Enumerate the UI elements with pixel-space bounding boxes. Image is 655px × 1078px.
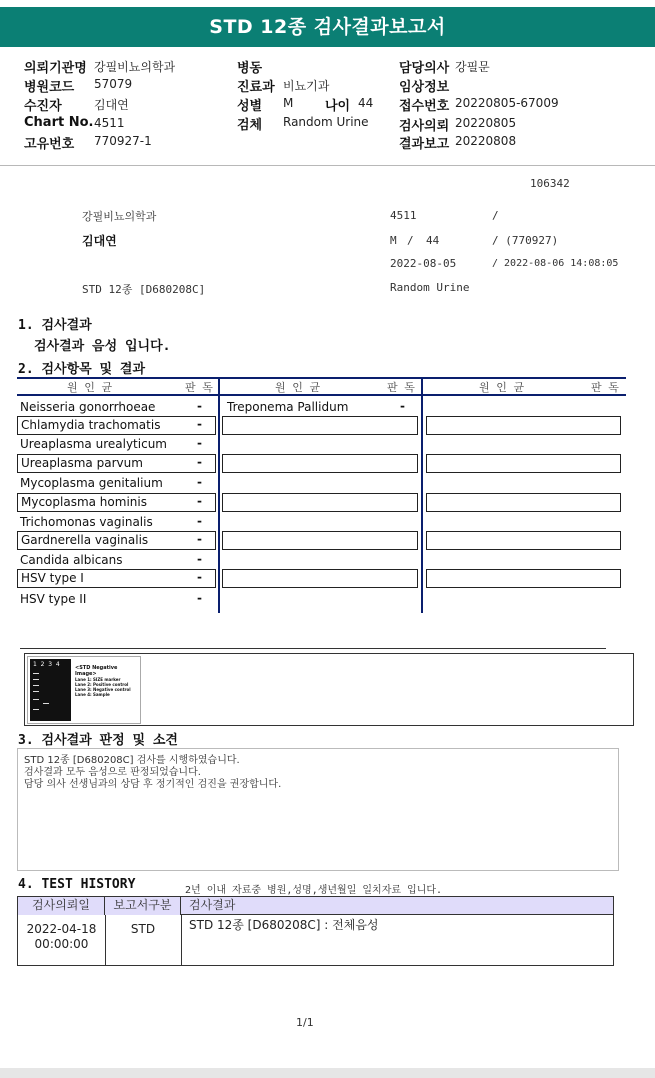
- empty-cell: [426, 493, 621, 512]
- hospital-code-label: 병원코드: [24, 80, 75, 95]
- summary-chart: 4511: [390, 209, 417, 222]
- organism-name: HSV type I: [21, 571, 84, 585]
- report-date-label: 결과보고: [399, 137, 450, 152]
- summary-date1: 2022-08-05: [390, 257, 457, 270]
- summary-age: 44: [426, 234, 440, 247]
- col3-organism-header: 원 인 균: [479, 381, 525, 394]
- gel-image: [27, 656, 141, 724]
- history-date: 2022-04-18: [26, 922, 97, 936]
- unique-no-label: 고유번호: [24, 137, 75, 152]
- organism-name: Treponema Pallidum: [227, 400, 349, 414]
- col1-result-header: 판 독: [185, 381, 213, 394]
- organism-name: Mycoplasma hominis: [21, 495, 147, 509]
- request-label: 검사의뢰: [399, 119, 450, 134]
- clinical-label: 임상정보: [399, 80, 450, 95]
- gel-lanes: [30, 659, 71, 721]
- organism-result: -: [197, 417, 202, 431]
- summary-slash: /: [492, 209, 499, 222]
- department-value: 비뇨기과: [283, 79, 330, 93]
- divider: [20, 648, 606, 649]
- organism-result: -: [197, 591, 202, 605]
- organism-name: HSV type II: [20, 592, 87, 606]
- reception-label: 접수번호: [399, 99, 450, 114]
- summary-sex: M: [390, 234, 397, 247]
- age-value: 44: [358, 96, 374, 110]
- history-time: 00:00:00: [34, 937, 89, 951]
- table-row: [17, 551, 216, 570]
- patient-label: 수진자: [24, 99, 62, 114]
- institution-label: 의뢰기관명: [24, 61, 87, 76]
- gel-band: [33, 691, 39, 692]
- gel-lane-numbers: 1 2 3 4: [33, 661, 60, 668]
- col1-organism-header: 원 인 균: [67, 381, 113, 394]
- doctor-value: 강필문: [455, 60, 490, 74]
- history-col-divider: [181, 915, 182, 965]
- table-row: [17, 513, 216, 532]
- table-row: [17, 569, 216, 588]
- summary-date2: / 2022-08-06 14:08:05: [492, 258, 619, 269]
- summary-test: STD 12종 [D680208C]: [82, 283, 206, 296]
- opinion-text: [24, 755, 281, 791]
- organism-name: Chlamydia trachomatis: [21, 418, 161, 432]
- request-value: 20220805: [455, 116, 517, 130]
- history-type: STD: [130, 922, 156, 936]
- unique-no-value: 770927-1: [94, 134, 152, 148]
- opinion-box: [17, 748, 619, 871]
- table-row: [17, 493, 216, 512]
- age-label: 나이: [325, 99, 351, 114]
- gel-band: [43, 703, 49, 704]
- empty-cell: [426, 416, 621, 435]
- gel-band: [33, 709, 39, 710]
- organism-name: Trichomonas vaginalis: [20, 515, 153, 529]
- table-row: [17, 398, 216, 417]
- gel-band: [33, 685, 39, 686]
- table-row: [17, 416, 216, 435]
- report-title: STD 12종 검사결과보고서: [0, 7, 655, 47]
- history-col-date: 검사의뢰일: [18, 897, 105, 915]
- organism-name: Candida albicans: [20, 553, 123, 567]
- empty-cell: [222, 454, 418, 473]
- table-row: [17, 454, 216, 473]
- chart-no-value: 4511: [94, 116, 125, 130]
- institution-value: 강필비뇨의학과: [94, 60, 176, 74]
- sex-label: 성별: [237, 99, 263, 114]
- ward-label: 병동: [237, 61, 263, 76]
- organism-result: -: [197, 552, 202, 566]
- empty-cell: [426, 454, 621, 473]
- empty-cell: [222, 493, 418, 512]
- summary-sex-slash: /: [407, 234, 414, 247]
- gel-band: [33, 699, 39, 700]
- col2-result-header: 판 독: [387, 381, 415, 394]
- section4-heading: 4. TEST HISTORY: [18, 877, 136, 892]
- empty-cell: [426, 531, 621, 550]
- summary-code: 106342: [530, 177, 570, 190]
- gel-band: [33, 679, 39, 680]
- organism-result: -: [197, 399, 202, 413]
- history-col-type: 보고서구분: [105, 897, 181, 915]
- history-note: 2년 이내 자료중 병원,성명,생년월일 일치자료 입니다.: [185, 885, 443, 896]
- hospital-code-value: 57079: [94, 77, 133, 91]
- gel-title: <STD Negative Image>: [75, 665, 118, 677]
- summary-institution: 강필비뇨의학과: [82, 210, 157, 223]
- history-date-cell: [18, 922, 105, 952]
- table-row: [17, 474, 216, 493]
- organism-result: -: [197, 514, 202, 528]
- chart-no-label: Chart No.: [24, 115, 94, 130]
- gel-band: [33, 673, 39, 674]
- opinion-line: 담당 의사 선생님과의 상담 후 정기적인 검진을 권장합니다.: [24, 779, 282, 790]
- empty-cell: [222, 416, 418, 435]
- organism-result: -: [197, 570, 202, 584]
- reception-value: 20220805-67009: [455, 96, 559, 110]
- summary-patient: 김대연: [82, 234, 117, 248]
- section1-heading: 1. 검사결과: [18, 318, 92, 333]
- history-table: [17, 896, 614, 966]
- sex-value: M: [283, 96, 294, 110]
- page-bottom-bar: [0, 1068, 655, 1078]
- report-date-value: 20220808: [455, 134, 517, 148]
- page-number: 1/1: [296, 1016, 314, 1029]
- section2-heading: 2. 검사항목 및 결과: [18, 362, 146, 377]
- doctor-label: 담당의사: [399, 61, 450, 76]
- organism-name: Mycoplasma genitalium: [20, 476, 163, 490]
- empty-cell: [222, 531, 418, 550]
- organism-result: -: [197, 436, 202, 450]
- section1-result: 검사결과 음성 입니다.: [34, 339, 171, 354]
- table-row: [17, 590, 216, 609]
- summary-specimen: Random Urine: [390, 281, 470, 294]
- gel-legend-item: Lane 2: Positive control: [75, 682, 129, 687]
- table-row: [222, 398, 418, 417]
- organism-result: -: [197, 494, 202, 508]
- section3-heading: 3. 검사결과 판정 및 소견: [18, 733, 178, 748]
- opinion-line: 검사결과 모두 음성으로 판정되었습니다.: [24, 767, 201, 778]
- gel-legend-item: Lane 4: Sample: [75, 692, 110, 697]
- organism-result: -: [197, 455, 202, 469]
- gel-image-box: [24, 653, 634, 726]
- empty-cell: [426, 569, 621, 588]
- col2-organism-header: 원 인 균: [275, 381, 321, 394]
- empty-cell: [222, 569, 418, 588]
- summary-birth: / (770927): [492, 234, 559, 247]
- organism-name: Gardnerella vaginalis: [21, 533, 149, 547]
- organism-name: Ureaplasma urealyticum: [20, 437, 167, 451]
- specimen-value: Random Urine: [283, 115, 369, 129]
- gel-legend-item: Lane 3: Negative control: [75, 687, 131, 692]
- history-result: STD 12종 [D680208C] : 전체음성: [189, 918, 379, 932]
- organism-name: Ureaplasma parvum: [21, 456, 143, 470]
- opinion-line: STD 12종 [D680208C] 검사를 시행하였습니다.: [24, 755, 240, 766]
- patient-value: 김대연: [94, 98, 129, 112]
- organism-name: Neisseria gonorrhoeae: [20, 400, 156, 414]
- organism-result: -: [197, 532, 202, 546]
- organism-result: -: [197, 475, 202, 489]
- col3-result-header: 판 독: [591, 381, 619, 394]
- specimen-label: 검체: [237, 118, 263, 133]
- gel-legend: [75, 677, 131, 697]
- history-col-result: 검사결과: [189, 898, 236, 912]
- table-row: [17, 531, 216, 550]
- department-label: 진료과: [237, 80, 275, 95]
- table-row: [17, 435, 216, 454]
- gel-legend-item: Lane 1: SIZE marker: [75, 677, 121, 682]
- organism-result: -: [400, 399, 405, 413]
